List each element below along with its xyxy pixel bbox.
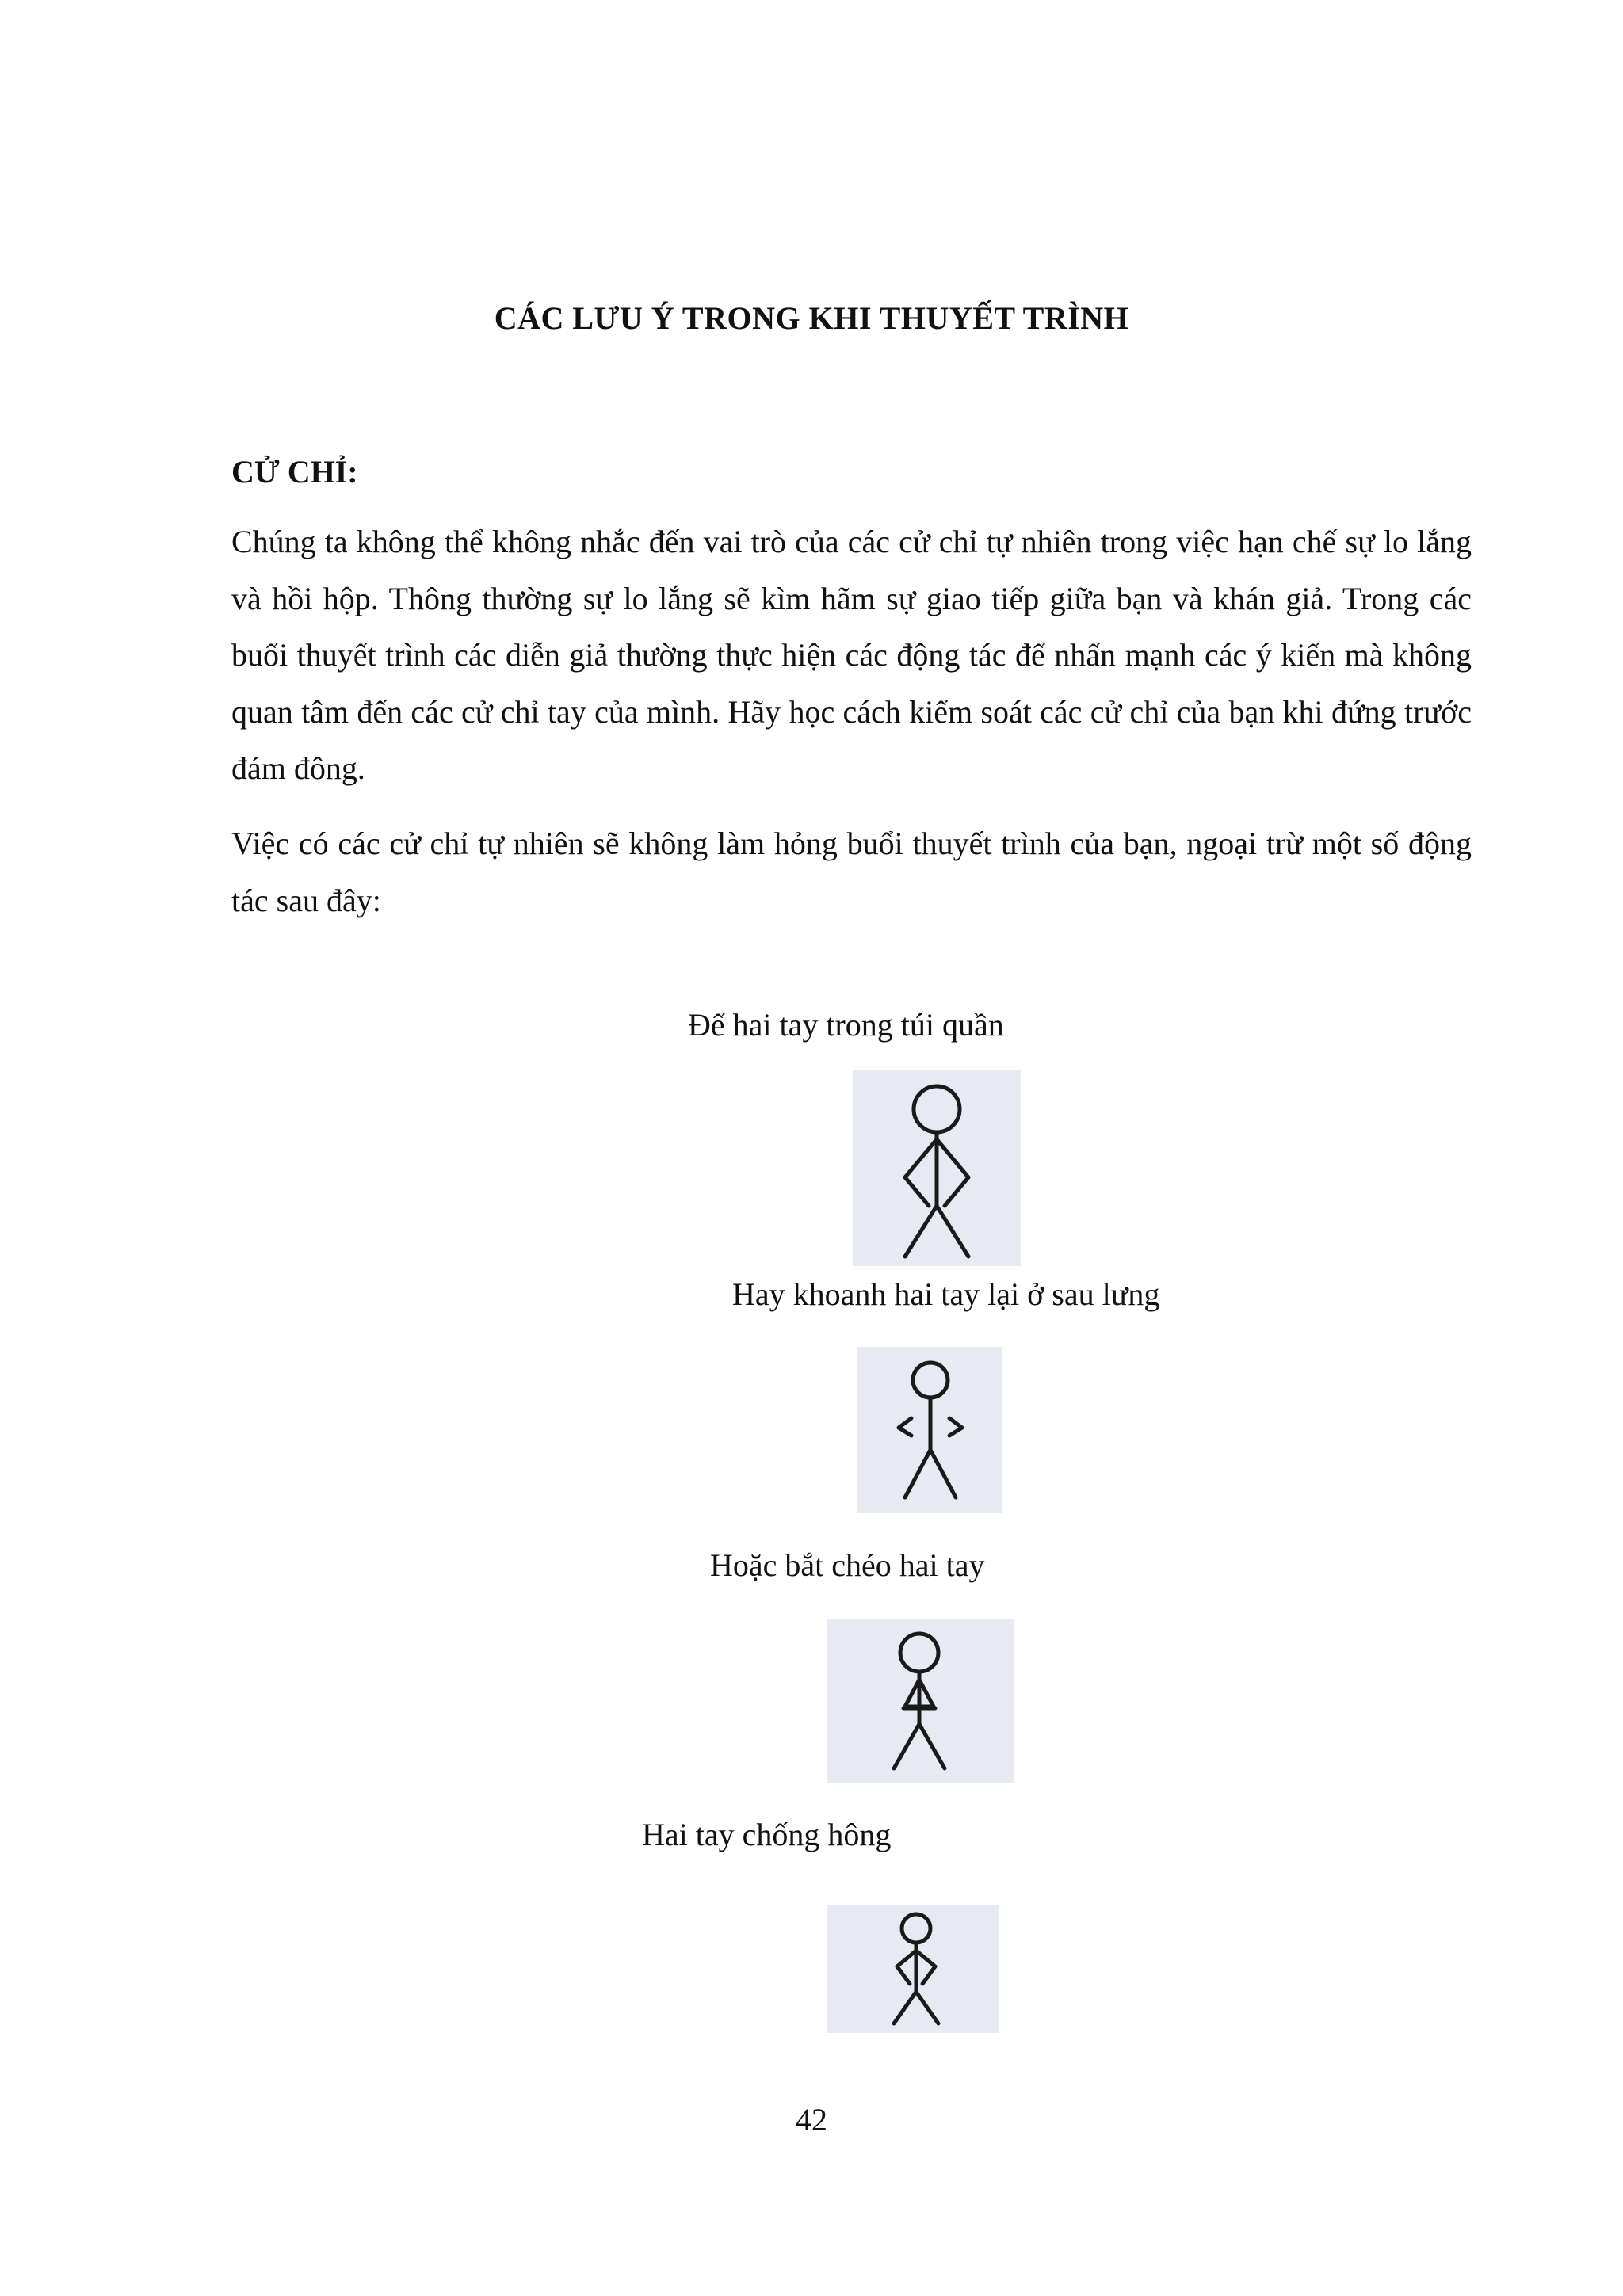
stick-figure-hands-in-pockets-icon: [853, 1070, 1021, 1266]
page-title: CÁC LƯU Ý TRONG KHI THUYẾT TRÌNH: [494, 300, 1129, 336]
figure-caption-1: Để hai tay trong túi quần: [688, 1007, 1004, 1043]
figure-caption-3: Hoặc bắt chéo hai tay: [710, 1547, 985, 1583]
body-paragraph-2: Việc có các cử chỉ tự nhiên sẽ không làm hỏng buổi thuyết trình của bạn, ngoại trừ một số động tác sau đây:: [231, 826, 1472, 918]
figure-caption-4: Hai tay chống hông: [642, 1817, 892, 1852]
stick-figure-arms-crossed-icon: [827, 1619, 1014, 1783]
figure-caption-2: Hay khoanh hai tay lại ở sau lưng: [732, 1276, 1160, 1312]
section-heading: CỬ CHỈ:: [231, 454, 358, 490]
body-paragraph-1: Chúng ta không thể không nhắc đến vai trò của các cử chỉ tự nhiên trong việc hạn chế sự lo lắng và hồi hộp. Thông thường sự lo lắng sẽ kìm hãm sự giao tiếp giữa bạn và khán giả. Trong các buổi thuyết trình các diễn giả thường thực hiện các động tác để nhấn mạnh các ý kiến mà không quan tâm đến các cử chỉ tay của mình. Hãy học cách kiểm soát các cử chỉ của bạn khi đứng trước đám đông.: [231, 524, 1472, 786]
stick-figure-hands-behind-back-icon: [857, 1347, 1002, 1513]
stick-figure-hands-on-hips-icon: [827, 1905, 999, 2033]
page-number: 42: [796, 2102, 827, 2138]
